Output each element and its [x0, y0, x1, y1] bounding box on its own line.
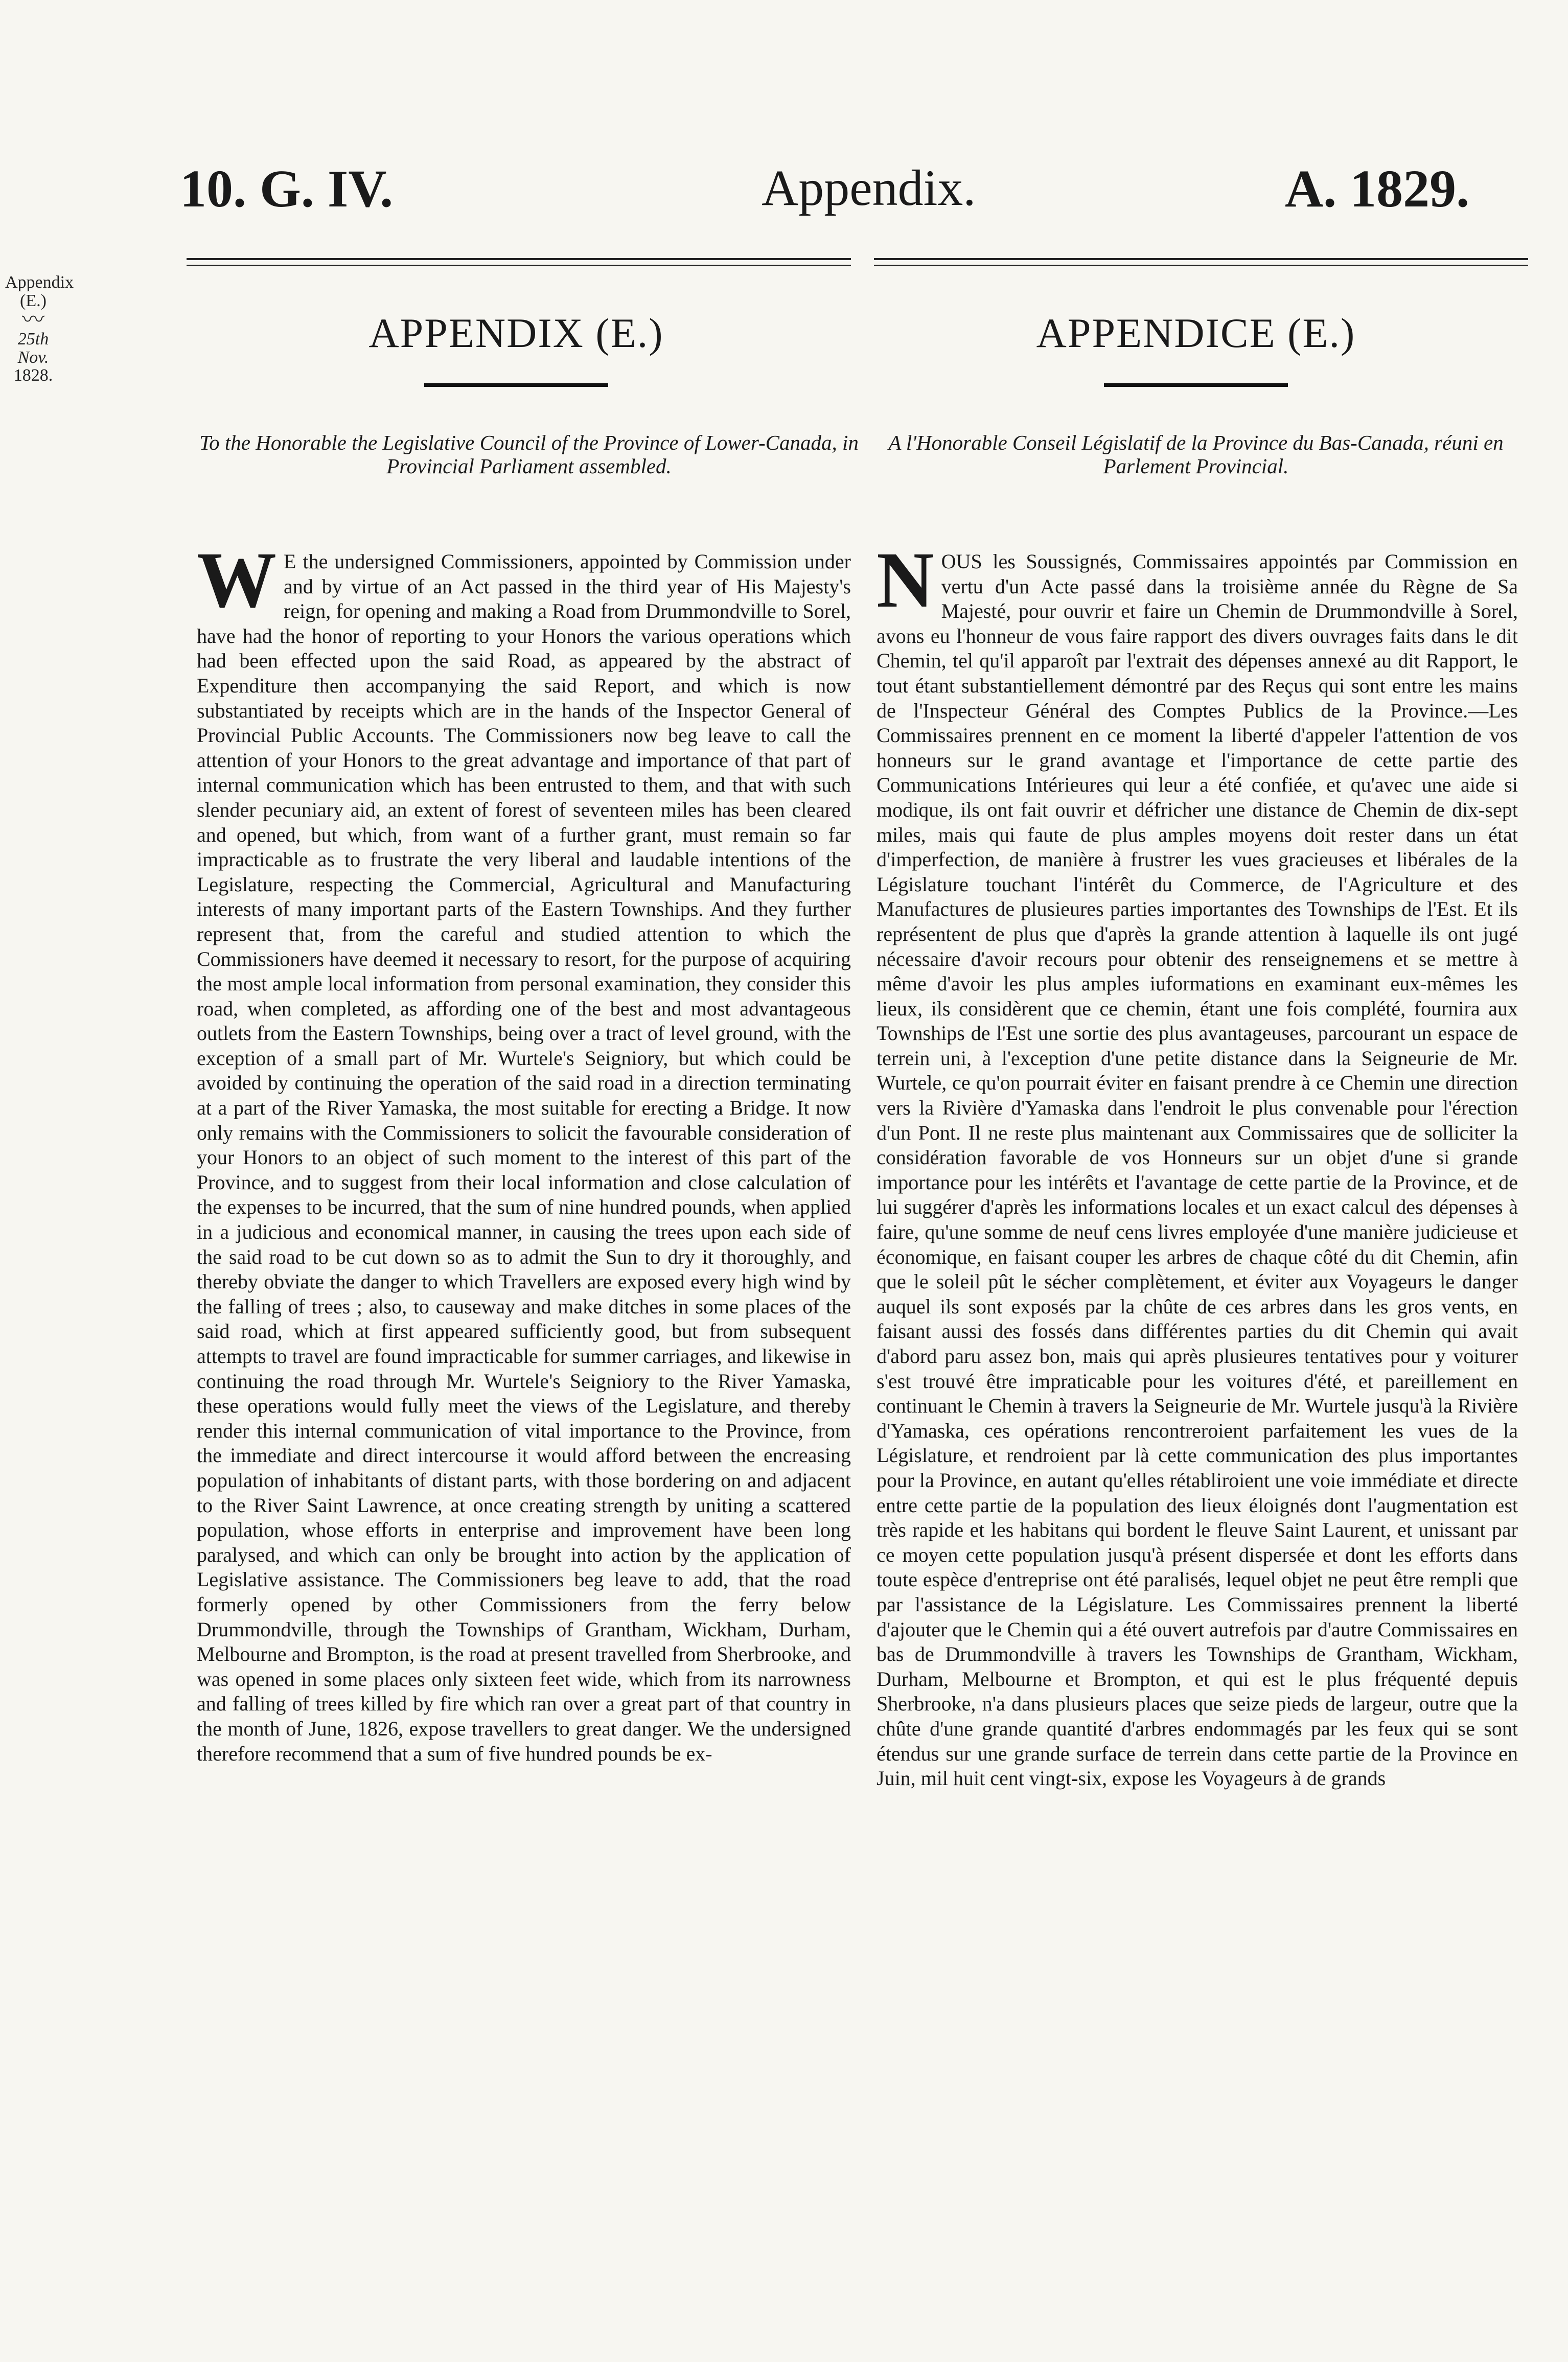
french-body: [877, 536, 1518, 1791]
header-rule-top-left: [187, 258, 851, 260]
margin-note-appendix: Appendix: [5, 273, 74, 292]
french-address: A l'Honorable Conseil Législatif de la Province du Bas-Canada, réuni en Parlement Provincial.: [888, 431, 1504, 478]
header-rule-bottom-right: [874, 265, 1528, 266]
french-title-rule: [1104, 383, 1288, 387]
brace-ornament-icon: 〰: [22, 307, 44, 333]
french-body-text: OUS les Soussignés, Commissaires appointés par Commission en vertu d'un Acte passé dans la troisième année du Règne de Sa Majesté, pour ouvrir et faire un Chemin de Drummondville à Sorel, avons eu l'honneur de vous faire rapport des divers ouvrages faits dans le dit Chemin, tel qu'il apparoît par l'extrait des dépenses annexé au dit Rapport, le tout étant substantiellement démontré par des Reçus qui sont entre les mains de l'Inspecteur Général des Comptes Publics de la Province.—Les Commissaires prennent en ce moment la liberté d'appeler l'attention de vos honneurs sur le grand avantage et l'importance de cette partie des Communications Intérieures qui leur a été confiée, et qu'avec une aide si modique, ils ont fait ouvrir et défricher une distance de Chemin de dix-sept miles, mais qui faute de plus amples moyens doit rester dans un état d'imperfection, de manière à frustrer les vues gracieuses et libérales de la Législature touchant l'intérêt du Commerce, de l'Agriculture et des Manufactures de plusieures parties importantes des Townships de l'Est. Et ils représentent de plus que d'après la grande attention à laquelle ils ont jugé nécessaire d'avoir recours pour obtenir des renseignemens et se mettre à même d'avoir les plus amples iuformations en examinant eux-mêmes les lieux, ils considèrent que ce chemin, étant une fois complété, fournira aux Townships de l'Est une sortie des plus avantageuses, parcourant un espace de terrein uni, à l'exception d'une petite distance dans la Seigneurie de Mr. Wurtele, ce qu'on pourrait éviter en faisant prendre à ce Chemin une direction vers la Rivière d'Yamaska dans l'endroit le plus convenable pour l'érection d'un Pont. Il ne reste plus maintenant aux Commissaires que de solliciter la considération favorable de vos Honneurs sur un objet d'une si grande importance pour les intérêts et l'avantage de cette partie de la Province, et de lui suggérer d'après les informations locales et un exact calcul des dépenses à faire, qu'une somme de neuf cens livres employée d'une manière judicieuse et économique, en faisant couper les arbres de chaque côté du dit Chemin, afin que le soleil pût le sécher complètement, et éviter aux Voyageurs le danger auquel ils sont exposés par la chûte de ces arbres dans les gros vents, en faisant aussi des fossés dans différentes parties du dit Chemin qui avait d'abord paru assez bon, mais qui après plusieures tentatives pour y voiturer s'est trouvé être impraticable pour les voitures d'été, et pareillement en continuant le Chemin à travers la Seigneurie de Mr. Wurtele jusqu'à la Rivière d'Yamaska, ces opérations rencontreroient parfaitement les vues de la Législature, et rendroient par là cette communication des plus importantes pour la Province, en autant qu'elles rétabliroient une voie immédiate et directe entre cette partie de la population des lieux éloignés dont l'augmentation est très rapide et les habitans qui bordent le fleuve Saint Laurent, et unissant par ce moyen cette population jusqu'à présent dispersée et dont les efforts dans toute espèce d'entreprise ont été paralisés, lequel objet ne peut être rempli que par l'assistance de la Législature. Les Commissaires prennent la liberté d'ajouter que le Chemin qui a été ouvert autrefois par d'autre Commissaires en bas de Drummondville à travers les Townships de Grantham, Wickham, Durham, Melbourne et Brompton, et qui est le plus fréquenté depuis Sherbrooke, n'a dans plusieurs places que seize pieds de largeur, outre que la chûte d'une grande quantité d'arbres endommagés par les feux qui se sont étendus sur une grande surface de terrein dans cette partie de la Province en Juin, mil huit cent vingt-six, expose les Voyageurs à de grands: [877, 550, 1518, 1790]
header-rule-top-right: [874, 258, 1528, 260]
english-dropcap: W: [197, 536, 276, 624]
header-appendix: Appendix.: [762, 159, 976, 216]
english-title: APPENDIX (E.): [368, 310, 664, 356]
english-title-rule: [424, 383, 608, 387]
margin-note-year: 1828.: [13, 366, 53, 385]
header-session: 10. G. IV.: [180, 159, 394, 218]
english-address: To the Honorable the Legislative Council of the Province of Lower-Canada, in Provincial Parliament assembled.: [199, 431, 859, 478]
header-year: A. 1829.: [1285, 159, 1470, 218]
header-rule-bottom-left: [187, 265, 851, 266]
french-dropcap: N: [877, 536, 934, 624]
english-body: [197, 536, 851, 1766]
french-title: APPENDICE (E.): [1036, 310, 1356, 356]
margin-note: [5, 273, 74, 385]
margin-note-date: 25th Nov.: [17, 329, 49, 367]
margin-note-letter: (E.): [20, 291, 47, 310]
english-body-text: E the undersigned Commissioners, appointed by Commission under and by virtue of an Act passed in the third year of His Majesty's reign, for opening and making a Road from Drummondville to Sorel, have had the honor of reporting to your Honors the various operations which had been effected upon the said Road, as appeared by the abstract of Expenditure then accompanying the said Report, and which is now substantiated by receipts which are in the hands of the Inspector General of Provincial Public Accounts. The Commissioners now beg leave to call the attention of your Honors to the great advantage and importance of that part of internal communication which has been entrusted to them, and that with such slender pecuniary aid, an extent of forest of seventeen miles has been cleared and opened, but which, from want of a further grant, must remain so far impracticable as to frustrate the very liberal and laudable intentions of the Legislature, respecting the Commercial, Agricultural and Manufacturing interests of many important parts of the Eastern Townships. And they further represent that, from the careful and studied attention to which the Commissioners have deemed it necessary to resort, for the purpose of acquiring the most ample local information from personal examination, they consider this road, when completed, as affording one of the best and most advantageous outlets from the Eastern Townships, being over a tract of level ground, with the exception of a small part of Mr. Wurtele's Seigniory, but which could be avoided by continuing the operation of the said road in a direction terminating at a part of the River Yamaska, the most suitable for erecting a Bridge. It now only remains with the Commissioners to solicit the favourable consideration of your Honors to an object of such moment to the interest of this part of the Province, and to suggest from their local information and close calculation of the expenses to be incurred, that the sum of nine hundred pounds, when applied in a judicious and economical manner, in causing the trees upon each side of the said road to be cut down so as to admit the Sun to dry it thoroughly, and thereby obviate the danger to which Travellers are exposed every high wind by the falling of trees ; also, to causeway and make ditches in some places of the said road, which at first appeared sufficiently good, but from subsequent attempts to travel are found impracticable for summer carriages, and likewise in continuing the road through Mr. Wurtele's Seigniory to the River Yamaska, these operations would fully meet the views of the Legislature, and thereby render this internal communication of vital importance to the Province, from the immediate and direct intercourse it would afford between the encreasing population of inhabitants of distant parts, with those bordering on and adjacent to the River Saint Lawrence, at once creating strength by uniting a scattered population, whose efforts in enterprise and improvement have been long paralysed, and which can only be brought into action by the application of Legislative assistance. The Commissioners beg leave to add, that the road formerly opened by other Commissioners from the ferry below Drummondville, through the Townships of Grantham, Wickham, Durham, Melbourne and Brompton, is the road at present travelled from Sherbrooke, and was opened in some places only sixteen feet wide, which from its narrowness and falling of trees killed by fire which ran over a great part of that country in the month of June, 1826, expose travellers to great danger. We the undersigned therefore recommend that a sum of five hundred pounds be ex-: [197, 550, 851, 1765]
